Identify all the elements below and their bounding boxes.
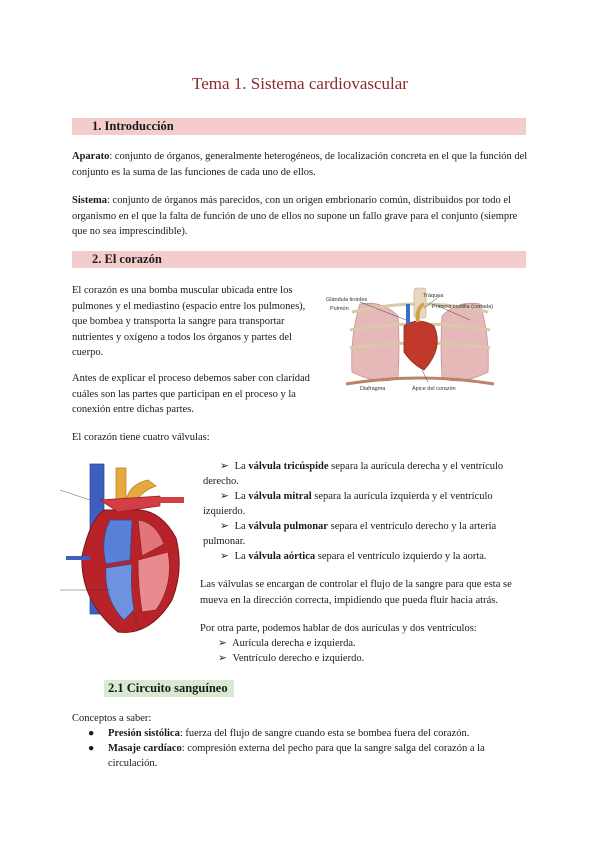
conceptos-list	[88, 726, 528, 771]
list-item: ➢ Aurícula derecha e izquierda.	[218, 638, 356, 649]
heart-diagram	[60, 460, 192, 652]
label-diafragma: Diafragma	[360, 386, 386, 392]
thorax-illustration	[320, 286, 520, 394]
arrow-bullet-icon: ➢	[218, 638, 227, 649]
arrow-bullet-icon: ➢	[220, 551, 229, 562]
section-heading-introduccion	[72, 118, 526, 135]
list-item: ➢ La válvula mitral separa la aurícula izquierda y el ventrículo izquierdo.	[203, 491, 493, 517]
conceptos-intro: Conceptos a saber:	[72, 713, 152, 724]
list-item: ➢ La válvula pulmonar separa el ventrículo derecho y la arteria pulmonar.	[203, 521, 497, 547]
sistema-term: Sistema	[72, 195, 107, 206]
chambers-list	[218, 636, 518, 666]
label-pulmon: Pulmón	[330, 306, 349, 312]
subsection-heading-circuito	[104, 680, 234, 697]
list-item: ➢ La válvula tricúspide separa la aurícula derecha y el ventrículo derecho.	[203, 461, 504, 487]
arrow-bullet-icon: ➢	[220, 461, 229, 472]
arrow-bullet-icon: ➢	[220, 491, 229, 502]
arrow-bullet-icon: ➢	[218, 653, 227, 664]
label-traquea: Tráquea	[423, 293, 444, 299]
section-heading-corazon	[72, 251, 526, 268]
valves-function-paragraph: Las válvulas se encargan de controlar el flujo de la sangre para que esta se mueva en la dirección correcta, impidiendo que pueda fluir hacia atrás.	[200, 579, 512, 606]
arrow-bullet-icon: ➢	[220, 521, 229, 532]
sistema-text: : conjunto de órganos más parecidos, con un origen embrionario común, distribuidos por todo el organismo en el que la falta de función de uno de ellos no supone un fallo grave para el conjunto (siempre que no sea imprescindible).	[72, 195, 518, 237]
list-item: ● Presión sistólica: fuerza del flujo de sangre cuando esta se bombea fuera del corazón.	[88, 728, 470, 739]
corazon-paragraph-2: Antes de explicar el proceso debemos saber con claridad cuáles son las partes que participan en el proceso y la conexión entre dichas partes.	[72, 373, 310, 415]
section-heading-label: 2. El corazón	[92, 252, 162, 266]
dot-bullet-icon: ●	[88, 743, 95, 754]
dot-bullet-icon: ●	[88, 728, 95, 739]
valves-list	[203, 459, 528, 564]
label-apice: Ápice del corazón	[412, 386, 456, 392]
list-item: ➢ La válvula aórtica separa el ventrículo izquierdo y la aorta.	[220, 551, 487, 562]
corazon-paragraph-1: El corazón es una bomba muscular ubicada entre los pulmones y el mediastino (espacio entre los pulmones), que bombea y transporta la sangre para transportar nutrientes y oxígeno a todos los órganos y partes del cuerpo.	[72, 285, 306, 358]
aparato-term: Aparato	[72, 151, 110, 162]
subsection-heading-label: 2.1 Circuito sanguíneo	[108, 681, 228, 695]
label-costilla: Primera costilla (cortada)	[432, 304, 494, 310]
valves-intro: El corazón tiene cuatro válvulas:	[72, 432, 210, 443]
section-heading-label: 1. Introducción	[92, 119, 174, 133]
aparato-definition	[72, 149, 528, 180]
page-title: Tema 1. Sistema cardiovascular	[192, 74, 408, 93]
sistema-definition	[72, 193, 528, 240]
list-item: ● Masaje cardíaco: compresión externa del pecho para que la sangre salga del corazón a la circulación.	[88, 743, 485, 769]
list-item: ➢ Ventrículo derecho e izquierdo.	[218, 653, 365, 664]
label-glandula: Glándula tiroides	[326, 297, 368, 303]
aparato-text: : conjunto de órganos, generalmente heterogéneos, de localización concreta en el que la función del conjunto es la suma de las funciones de cada uno de ellos.	[72, 151, 528, 178]
chambers-intro: Por otra parte, podemos hablar de dos aurículas y dos ventrículos:	[200, 623, 477, 634]
